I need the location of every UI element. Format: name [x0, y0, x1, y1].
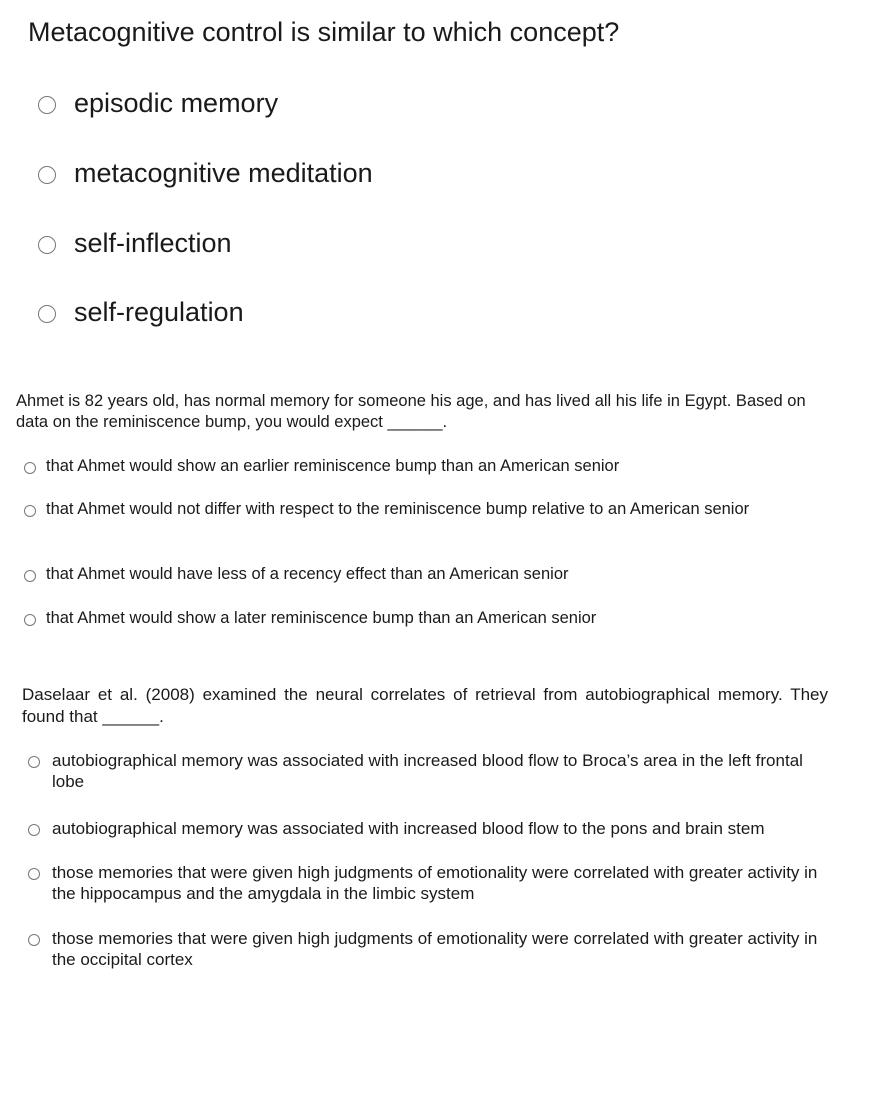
option-label: those memories that were given high judgments of emotionality were correlated with greater activity in the hippocampus and the amygdala in the limbic system [52, 863, 818, 903]
option-label: self-inflection [74, 228, 232, 258]
question-1-title: Metacognitive control is similar to which concept? [28, 17, 620, 47]
radio-button[interactable] [24, 570, 36, 582]
question-2-option-4[interactable] [24, 608, 764, 629]
option-label: that Ahmet would show an earlier reminiscence bump than an American senior [46, 457, 620, 475]
question-3-title: Daselaar et al. (2008) examined the neural correlates of retrieval from autobiographical memory. They found that ______. [22, 685, 828, 726]
radio-button[interactable] [24, 614, 36, 626]
radio-button[interactable] [28, 756, 40, 768]
question-3-option-1[interactable] [28, 750, 818, 792]
option-label: metacognitive meditation [74, 158, 373, 188]
question-2-option-3[interactable] [24, 564, 764, 585]
option-label: autobiographical memory was associated with increased blood flow to the pons and brain stem [52, 819, 765, 838]
question-2-option-1[interactable] [24, 456, 764, 477]
question-1-option-1[interactable] [38, 86, 278, 120]
question-2-option-2[interactable] [24, 499, 764, 520]
question-3-option-2[interactable] [28, 818, 818, 839]
option-label: autobiographical memory was associated with increased blood flow to Broca’s area in the left frontal lobe [52, 751, 803, 791]
question-1-option-4[interactable] [38, 295, 244, 329]
option-label: that Ahmet would show a later reminiscence bump than an American senior [46, 609, 597, 627]
radio-button[interactable] [24, 505, 36, 517]
question-1-option-2[interactable] [38, 156, 373, 190]
radio-button[interactable] [28, 934, 40, 946]
radio-button[interactable] [38, 305, 56, 323]
radio-button[interactable] [38, 166, 56, 184]
question-3-option-3[interactable] [28, 862, 818, 904]
question-3-option-4[interactable] [28, 928, 818, 970]
option-label: those memories that were given high judgments of emotionality were correlated with greater activity in the occipital cortex [52, 929, 818, 969]
option-label: self-regulation [74, 297, 244, 327]
radio-button[interactable] [24, 462, 36, 474]
option-label: that Ahmet would have less of a recency effect than an American senior [46, 565, 569, 583]
question-2-title: Ahmet is 82 years old, has normal memory for someone his age, and has lived all his life in Egypt. Based on data on the reminiscence bump, you would expect ______. [16, 392, 806, 431]
radio-button[interactable] [28, 868, 40, 880]
radio-button[interactable] [38, 96, 56, 114]
option-label: that Ahmet would not differ with respect to the reminiscence bump relative to an American senior [46, 500, 750, 518]
option-label: episodic memory [74, 88, 279, 118]
radio-button[interactable] [38, 236, 56, 254]
question-1-option-3[interactable] [38, 226, 232, 260]
radio-button[interactable] [28, 824, 40, 836]
